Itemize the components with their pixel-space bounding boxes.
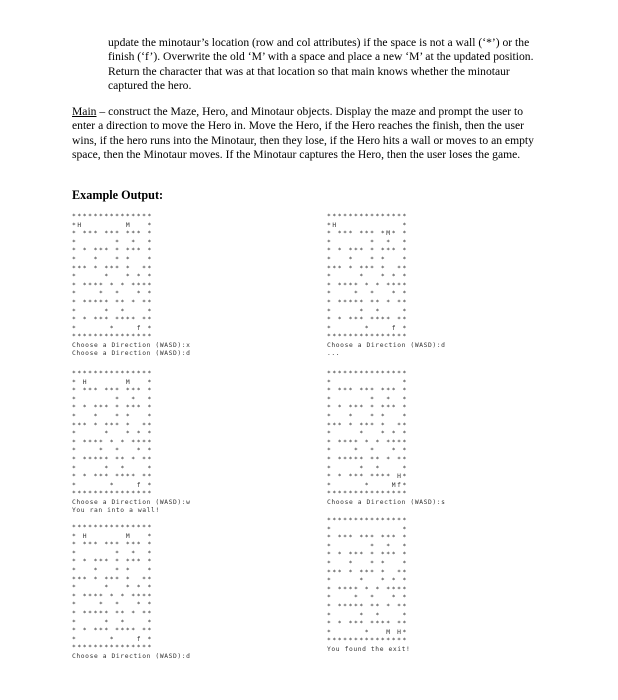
console-output: Choose a Direction (WASD):w You ran into a wall!	[72, 498, 191, 515]
maze-display: *************** * * * *** *** *** * * * * * * * *** * *** * * * * * * *** * *** * ** * * * * * * **** * * **** * * * * * * ***** ** * ** * * * * * * *** **** ** * * M H* ***************	[327, 517, 408, 645]
console-output: Choose a Direction (WASD):s	[327, 498, 446, 506]
paragraph-main	[72, 105, 548, 163]
example-panel-1	[72, 213, 191, 359]
maze-display: *************** *H M * * *** *** *** * * * * * * * *** * *** * * * * * * *** * *** * ** * * * * * * **** * * **** * * * * * * ***** ** * ** * * * * * * *** **** ** * * f * ***************	[72, 213, 153, 341]
console-output: Choose a Direction (WASD):x Choose a Direction (WASD):d	[72, 341, 191, 358]
maze-display: *************** * * * *** *** *** * * * * * * * *** * *** * * * * * * *** * *** * ** * * * * * * **** * * **** * * * * * * ***** ** * ** * * * * * * *** **** H* * * Mf* ***************	[327, 370, 408, 498]
main-label: Main	[72, 105, 97, 118]
example-panel-4	[327, 370, 446, 507]
maze-display: *************** *H * * *** *** *M* * * * * * * * *** * *** * * * * * * *** * *** * ** * * * * * * **** * * **** * * * * * * ***** ** * ** * * * * * * *** **** ** * * f * ***************	[327, 213, 408, 341]
maze-display: *************** * H M * * *** *** *** * * * * * * * *** * *** * * * * * * *** * *** * ** * * * * * * **** * * **** * * * * * * ***** ** * ** * * * * * * *** **** ** * * f * ***************	[72, 370, 153, 498]
example-panel-3	[72, 370, 191, 516]
main-description: – construct the Maze, Hero, and Minotaur objects. Display the maze and prompt the user to enter a direction to move the Hero in. Move the Hero, if the Hero reaches the finish, then the user wins, if the hero runs into the Minotaur, then they lose, if the Hero hits a wall or moves to an empty space, then the Minotaur moves. If the Minotaur captures the Hero, then the user loses the game.	[72, 105, 534, 162]
maze-display: *************** * H M * * *** *** *** * * * * * * * *** * *** * * * * * * *** * *** * ** * * * * * * **** * * **** * * * * * * ***** ** * ** * * * * * * *** **** ** * * f * ***************	[72, 524, 153, 652]
console-output: Choose a Direction (WASD):d	[72, 652, 191, 660]
example-panel-2	[327, 213, 446, 359]
example-panel-6	[327, 517, 410, 654]
console-output: You found the exit!	[327, 645, 411, 653]
paragraph-minotaur-move: update the minotaur’s location (row and col attributes) if the space is not a wall (‘*’) or the finish (‘f’). Overwrite the old ‘M’ with a space and place a new ‘M’ at the updated position. Return the character that was at that location so that main knows whether the minotaur captured the hero.	[108, 36, 534, 93]
example-panel-5	[72, 524, 191, 661]
console-output: Choose a Direction (WASD):d ...	[327, 341, 446, 358]
example-output-heading: Example Output:	[72, 188, 164, 202]
